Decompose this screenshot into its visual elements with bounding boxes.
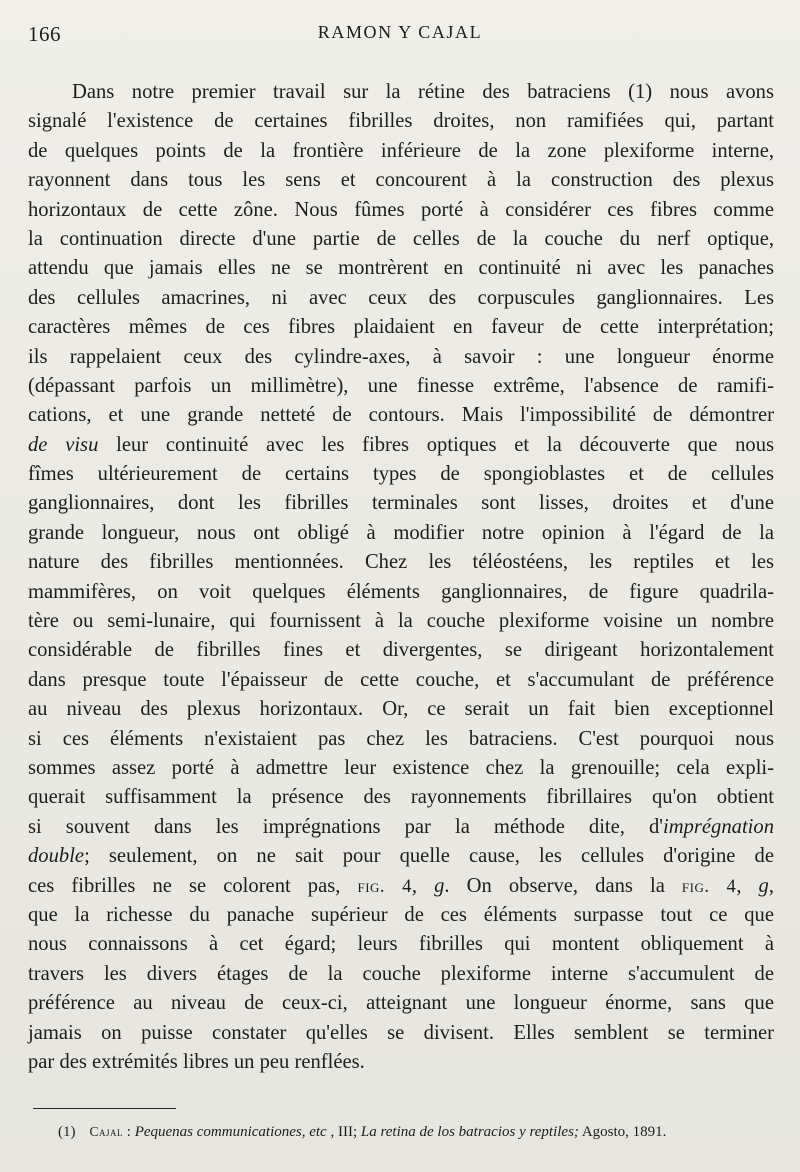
text-line: préférence au niveau de ceux-ci, atteignant une longueur énorme, sans que (28, 992, 774, 1015)
figure-reference: fig. 4 (681, 875, 737, 897)
text-line: considérable de fibrilles fines et divergentes, se dirigeant horizontalement (28, 639, 774, 662)
text-line: querait suffisamment la présence des rayonnements fibrillaires qu'on obtient (28, 786, 774, 809)
text-line: Dans notre premier travail sur la rétine des batraciens (1) nous avons (72, 81, 774, 103)
text-line: attendu que jamais elles ne se montrèrent en continuité ni avec les panaches (28, 257, 774, 280)
footnote (58, 1124, 778, 1141)
text-line: fîmes ultérieurement de certains types de spongioblastes et de cellules (28, 463, 774, 486)
text-line (28, 842, 774, 871)
text-line: nature des fibrilles mentionnées. Chez les téléostéens, les reptiles et les (28, 551, 774, 574)
italic-phrase: de visu (28, 433, 99, 456)
text-line: dans presque toute l'épaisseur de cette couche, et s'accumulant de préférence (28, 668, 774, 691)
text-line: caractères mêmes de ces fibres plaidaient en faveur de cette interprétation; (28, 316, 774, 339)
text-line: la continuation directe d'une partie de celles de la couche du nerf optique, (28, 227, 774, 250)
footnote-divider (33, 1108, 176, 1109)
text-line: au niveau des plexus horizontaux. Or, ce serait un fait bien exceptionnel (28, 698, 774, 721)
footnote-date: Agosto, 1891. (578, 1124, 667, 1140)
text-line: tère ou semi-lunaire, qui fournissent à la couche plexiforme voisine un nombre (28, 610, 774, 633)
footnote-separator: : (123, 1124, 135, 1140)
page-header (28, 22, 772, 46)
text-line: jamais on puisse constater qu'elles se divisent. Elles semblent se terminer (28, 1021, 774, 1044)
text-line: ils rappelaient ceux des cylindre-axes, à savoir : une longueur énorme (28, 345, 774, 368)
text-line: travers les divers étages de la couche plexiforme interne s'accumulent de (28, 962, 774, 985)
text-line: grande longueur, nous ont obligé à modifier notre opinion à l'égard de la (28, 521, 774, 544)
text-line: par des extrémités libres un peu renflées. (28, 1050, 365, 1073)
footnote-title: La retina de los batracios y reptiles; (360, 1124, 579, 1140)
text-line: que la richesse du panache supérieur de ces éléments surpasse tout ce que (28, 903, 774, 926)
footnote-author: Cajal (89, 1124, 124, 1139)
page-number: 166 (28, 22, 61, 46)
text-line: nous connaissons à cet égard; leurs fibrilles qui montent obliquement à (28, 933, 774, 956)
italic-phrase: double (28, 845, 85, 868)
text-line: mammifères, on voit quelques éléments ganglionnaires, de figure quadrila- (28, 580, 774, 603)
body-paragraph (28, 78, 774, 1077)
running-head: RAMON Y CAJAL (317, 22, 483, 42)
text-line: des cellules amacrines, ni avec ceux des corpuscules ganglionnaires. Les (28, 286, 774, 309)
text-line (28, 431, 774, 460)
footnote-title: Pequenas communicationes, etc (134, 1124, 327, 1140)
text-line: signalé l'existence de certaines fibrilles droites, non ramifiées qui, partant (28, 110, 774, 133)
text-run: ces fibrilles ne se colorent pas, (28, 874, 358, 897)
figure-letter: g (758, 874, 769, 897)
footnote-separator: , III; (326, 1124, 361, 1140)
text-line: si ces éléments n'existaient pas chez les batraciens. C'est pourquoi nous (28, 727, 774, 750)
text-run: , (411, 874, 435, 897)
figure-letter: g (434, 874, 445, 897)
text-run: leur continuité avec les fibres optiques et la découverte que nous (98, 433, 775, 456)
text-run: , (768, 874, 774, 897)
text-line: (dépassant parfois un millimètre), une finesse extrême, l'absence de ramifi- (28, 374, 774, 397)
text-line (28, 872, 774, 901)
footnote-mark: (1) (58, 1124, 76, 1140)
text-line: de quelques points de la frontière inférieure de la zone plexiforme interne, (28, 139, 774, 162)
text-run: ; seulement, on ne sait pour quelle cause, les cellules d'origine de (84, 845, 774, 868)
text-line: horizontaux de cette zône. Nous fûmes porté à considérer ces fibres comme (28, 198, 774, 221)
text-run: si souvent dans les imprégnations par la méthode dite, d' (28, 815, 664, 838)
text-line (28, 813, 774, 842)
text-line: sommes assez porté à admettre leur existence chez la grenouille; cela expli- (28, 756, 774, 779)
text-line: ganglionnaires, dont les fibrilles terminales sont lisses, droites et d'une (28, 492, 774, 515)
italic-phrase: imprégnation (663, 815, 774, 838)
text-run: , (736, 874, 759, 897)
text-line: rayonnent dans tous les sens et concourent à la construction des plexus (28, 169, 774, 192)
text-line: cations, et une grande netteté de contours. Mais l'impossibilité de démontrer (28, 404, 774, 427)
figure-reference: fig. 4 (357, 875, 412, 897)
text-run: . On observe, dans la (444, 874, 682, 897)
